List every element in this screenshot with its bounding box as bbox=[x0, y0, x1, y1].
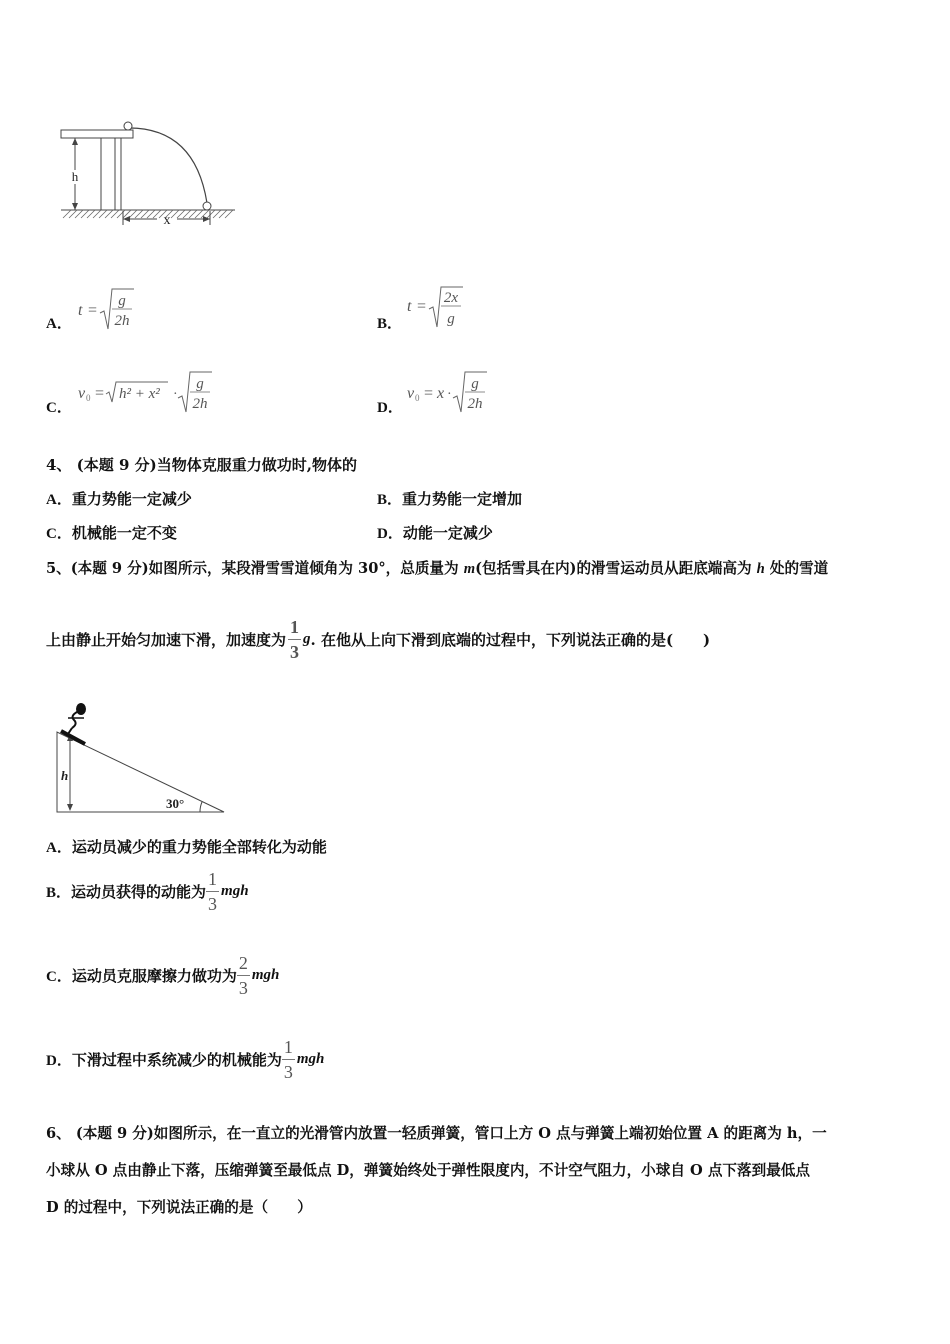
height-label: h bbox=[71, 169, 79, 184]
svg-text:0: 0 bbox=[86, 393, 91, 403]
svg-text:=: = bbox=[88, 302, 98, 319]
q4-option-c[interactable]: C．机械能一定不变 bbox=[46, 524, 177, 542]
height-label: h bbox=[61, 768, 69, 783]
q5-option-c[interactable]: C．运动员克服摩擦力做功为 $\frac{2}{3}$ mgh bbox=[46, 953, 280, 998]
q5-option-d[interactable]: D．下滑过程中系统减少的机械能为 $\frac{1}{3}$ mgh bbox=[46, 1037, 325, 1082]
q5-option-a[interactable]: A．运动员减少的重力势能全部转化为动能 bbox=[46, 838, 327, 856]
svg-text:·: · bbox=[173, 387, 178, 402]
ski-slope-figure bbox=[50, 698, 240, 818]
svg-text:v: v bbox=[78, 385, 86, 402]
q6-stem-line3: D 的过程中，下列说法正确的是（ ） bbox=[46, 1199, 312, 1216]
svg-text:v: v bbox=[407, 385, 415, 402]
formula-v0-x-sqrt bbox=[405, 368, 525, 418]
svg-text:·: · bbox=[447, 387, 452, 402]
svg-text:0: 0 bbox=[415, 393, 420, 403]
ball-landing bbox=[203, 202, 211, 210]
ground-hatch bbox=[63, 210, 233, 218]
angle-arc bbox=[200, 802, 202, 812]
q5-stem-line2: 上由静止开始匀加速下滑，加速度为 $\frac{1}{3}$ g. 在他从上向下滑到底端的过程中，下列说法正确的是( ) bbox=[46, 617, 711, 662]
fraction-two-thirds: $\frac{2}{3}$ bbox=[238, 953, 248, 998]
formula-t-sqrt-2x-g bbox=[405, 283, 475, 333]
svg-text:2h: 2h bbox=[192, 396, 208, 412]
q4-option-a[interactable]: A．重力势能一定减少 bbox=[46, 490, 192, 508]
svg-text:=: = bbox=[417, 298, 427, 315]
q4-stem: 4、 (本题 9 分)当物体克服重力做功时,物体的 bbox=[46, 456, 357, 474]
svg-text:g: g bbox=[118, 293, 126, 309]
ball-start bbox=[124, 122, 132, 130]
skier-icon bbox=[61, 703, 86, 744]
q4-option-d[interactable]: D．动能一定减少 bbox=[377, 524, 493, 542]
svg-text:t: t bbox=[407, 298, 412, 315]
q6-stem-line2: 小球从 O 点由静止下落，压缩弹簧至最低点 D，弹簧始终处于弹性限度内，不计空气阻力，小球自 O 点下落到最低点 bbox=[46, 1162, 810, 1179]
q5-option-b[interactable]: B．运动员获得的动能为 $\frac{1}{3}$ mgh bbox=[46, 869, 249, 914]
svg-text:=: = bbox=[424, 385, 434, 402]
svg-text:x: x bbox=[437, 385, 445, 402]
distance-label: x bbox=[163, 213, 171, 228]
q6-stem-line1: 6、 (本题 9 分)如图所示，在一直立的光滑管内放置一轻质弹簧，管口上方 O 点与弹簧上端初始位置 A 的距离为 h，一 bbox=[46, 1125, 827, 1142]
svg-text:2x: 2x bbox=[443, 290, 459, 306]
svg-text:g: g bbox=[196, 376, 204, 392]
trajectory-curve bbox=[129, 128, 207, 203]
svg-text:2h: 2h bbox=[114, 313, 130, 329]
svg-text:g: g bbox=[447, 311, 455, 327]
svg-text:h² + x²: h² + x² bbox=[119, 386, 160, 402]
svg-text:t: t bbox=[78, 302, 83, 319]
projectile-figure bbox=[55, 115, 245, 235]
q4-option-b[interactable]: B．重力势能一定增加 bbox=[377, 490, 523, 508]
formula-t-sqrt-g-2h bbox=[76, 285, 146, 335]
angle-label: 30° bbox=[166, 796, 185, 811]
q5-stem-line1: 5、(本题 9 分)如图所示，某段滑雪雪道倾角为 30°，总质量为 m(包括雪具在内)的滑雪运动员从距底端高为 h 处的雪道 bbox=[46, 560, 829, 577]
svg-text:g: g bbox=[471, 376, 479, 392]
fraction-one-third: $\frac{1}{3}$ bbox=[208, 869, 218, 914]
platform-top bbox=[61, 130, 133, 138]
svg-text:=: = bbox=[95, 385, 105, 402]
formula-v0-sqrt-h2-x2 bbox=[76, 368, 266, 418]
fraction-one-third: $\frac{1}{3}$ bbox=[283, 1037, 293, 1082]
svg-text:2h: 2h bbox=[467, 396, 483, 412]
accel-fraction: $\frac{1}{3}$ bbox=[290, 617, 300, 662]
